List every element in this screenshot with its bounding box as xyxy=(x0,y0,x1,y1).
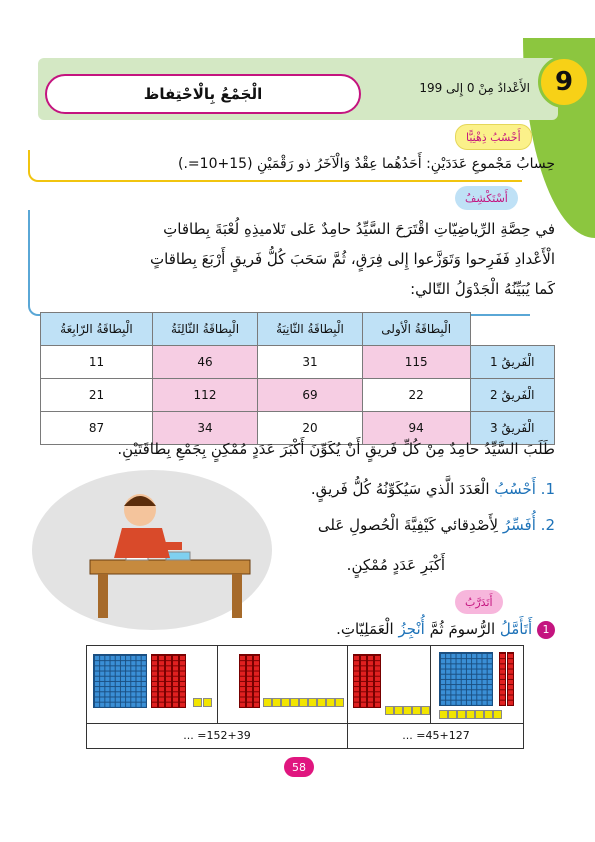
row-label: الْفَريقُ 2 xyxy=(470,379,555,412)
question-2 xyxy=(318,516,555,534)
row-label: الْفَريقُ 1 xyxy=(470,346,555,379)
hundred-block xyxy=(93,654,147,708)
exercise-number: 1 xyxy=(537,621,555,639)
question-2-text: لِأَصْدِقائي كَيْفِيَّةَ الْحُصولِ عَلى xyxy=(317,516,499,534)
ten-rod xyxy=(151,654,158,708)
ten-rod xyxy=(367,654,374,708)
table-header-row xyxy=(41,313,555,346)
ten-rod xyxy=(179,654,186,708)
practice-keyword-1: أَتَأَمَّلُ xyxy=(499,620,533,638)
operation-right: ... =45+127 xyxy=(347,723,524,748)
unit-cube xyxy=(263,698,272,707)
unit-cube xyxy=(335,698,344,707)
ten-rod xyxy=(507,652,514,706)
unit-cube xyxy=(457,710,466,719)
ten-rod xyxy=(246,654,253,708)
hundred-block xyxy=(439,652,493,706)
task-intro: طَلَبَ السَّيِّدُ حامِدٌ مِنْ كُلِّ فَريقٍ أَنْ يُكَوِّنَ أَكْبَرَ عَدَدٍ مُمْكِنٍ بِجَمْعِ بِطاقَتَيْنِ. xyxy=(117,440,555,458)
table-cell: 31 xyxy=(258,346,363,379)
mental-calc-tag: أَحْسُبُ ذِهْنِيًّا xyxy=(455,124,532,150)
section-title: الأَعْدادُ مِنْ 0 إِلى 199 xyxy=(419,81,530,95)
practice-table xyxy=(86,645,524,749)
table-row xyxy=(41,379,555,412)
table-corner xyxy=(470,313,555,346)
discover-line-1: في حِصَّةِ الرِّياضِيّاتِ اقْتَرَحَ السَّيِّدُ حامِدٌ عَلى تَلاميذِهِ لُعْبَةَ بِطاقاتِ xyxy=(163,220,555,238)
lesson-number: 9 xyxy=(538,56,590,108)
table-cell: 115 xyxy=(362,346,470,379)
ten-rod xyxy=(360,654,367,708)
question-1-keyword: أَحْسُبُ xyxy=(494,480,536,498)
unit-cube xyxy=(421,706,430,715)
operation-left: ... =152+39 xyxy=(183,729,251,742)
table-cell: 112 xyxy=(152,379,257,412)
practice-text-2: الْعَمَلِيّاتِ. xyxy=(336,620,394,638)
question-2-number: 2. xyxy=(540,516,555,534)
table-cell: 11 xyxy=(41,346,153,379)
ten-rod xyxy=(374,654,381,708)
unit-cube xyxy=(193,698,202,707)
ten-rod xyxy=(172,654,179,708)
unit-cube xyxy=(203,698,212,707)
unit-cube xyxy=(385,706,394,715)
table-cell: 69 xyxy=(258,379,363,412)
table-cell: 34 xyxy=(152,412,257,445)
unit-cube xyxy=(403,706,412,715)
practice-keyword-2: أُنْجِزُ xyxy=(398,620,425,638)
page-number: 58 xyxy=(284,757,314,777)
unit-cube xyxy=(308,698,317,707)
blocks-row xyxy=(87,646,523,724)
question-1-number: 1. xyxy=(540,480,555,498)
unit-cube xyxy=(299,698,308,707)
table-cell: 22 xyxy=(362,379,470,412)
unit-cube xyxy=(326,698,335,707)
unit-cube xyxy=(448,710,457,719)
discover-tag: أَسْتَكْشِفُ xyxy=(455,186,518,210)
unit-cube xyxy=(475,710,484,719)
unit-cube xyxy=(290,698,299,707)
unit-cube xyxy=(317,698,326,707)
unit-cube xyxy=(394,706,403,715)
unit-cube xyxy=(493,710,502,719)
table-cell: 94 xyxy=(362,412,470,445)
practice-tag: أَتَدَرَّبُ xyxy=(455,590,503,614)
ten-rod xyxy=(353,654,360,708)
discover-line-2: الْأَعْدادِ فَفَرِحوا وَتَوَزَّعوا إِلى فِرَقٍ، ثُمَّ سَحَبَ كُلُّ فَريقٍ أَرْبَعَ بِطاقاتٍ xyxy=(150,250,555,268)
unit-cube xyxy=(272,698,281,707)
unit-cube xyxy=(484,710,493,719)
ten-rod xyxy=(253,654,260,708)
ten-rod xyxy=(239,654,246,708)
question-2-line-2: أَكْبَرِ عَدَدٍ مُمْكِنٍ. xyxy=(346,556,445,574)
practice-text-1: الرُّسومَ ثُمَّ xyxy=(429,620,496,638)
ten-rod xyxy=(158,654,165,708)
lesson-title: الْجَمْعُ بِالْاحْتِفاظ xyxy=(45,74,361,114)
unit-cube xyxy=(412,706,421,715)
unit-cube xyxy=(466,710,475,719)
practice-instruction xyxy=(336,620,555,639)
question-1 xyxy=(311,480,555,498)
unit-cube xyxy=(281,698,290,707)
table-header: الْبِطاقَةُ الْأولى xyxy=(362,313,470,346)
ten-rod xyxy=(499,652,506,706)
cards-table xyxy=(40,312,555,445)
row-label: الْفَريقُ 3 xyxy=(470,412,555,445)
table-header: الْبِطاقَةُ الثّالِثَةُ xyxy=(152,313,257,346)
unit-cube xyxy=(439,710,448,719)
question-1-text: الْعَدَدَ الَّذي سَيُكَوِّنُهُ كُلُّ فَريقٍ. xyxy=(310,480,490,498)
boy-at-desk-illustration xyxy=(70,490,270,620)
table-cell: 21 xyxy=(41,379,153,412)
table-header: الْبِطاقَةُ الرّابِعَةُ xyxy=(41,313,153,346)
table-cell: 46 xyxy=(152,346,257,379)
question-2-keyword: أُفَسِّرُ xyxy=(502,516,536,534)
ten-rod xyxy=(165,654,172,708)
table-cell: 20 xyxy=(258,412,363,445)
table-row xyxy=(41,346,555,379)
mental-calc-text: حِسابُ مَجْموعِ عَدَدَيْنِ: أَحَدُهُما عِقْدٌ وَالْآخَرُ ذو رَقْمَيْنِ (15+10=.) xyxy=(178,156,555,172)
table-cell: 87 xyxy=(41,412,153,445)
table-header: الْبِطاقَةُ الثّانِيَةُ xyxy=(258,313,363,346)
discover-line-3: كَما يُبَيِّنُهُ الْجَدْوَلُ التّالي: xyxy=(410,280,555,298)
